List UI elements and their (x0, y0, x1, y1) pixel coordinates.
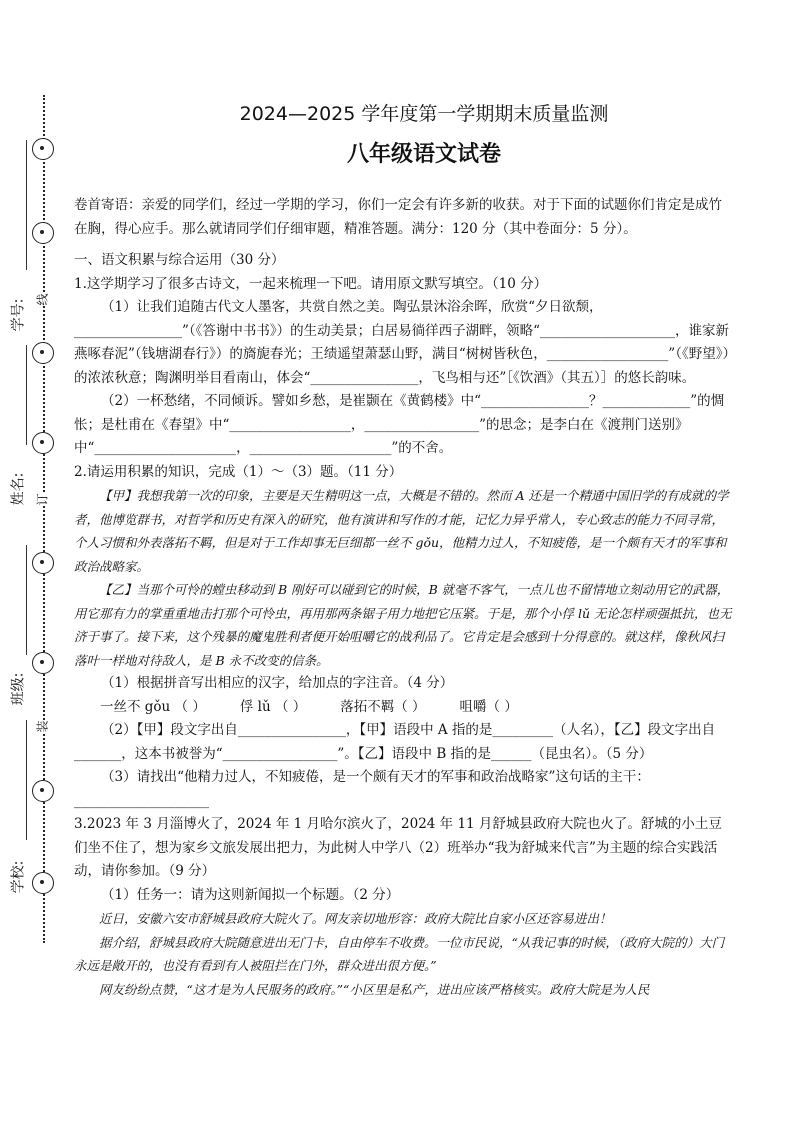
pinyin-item: 落拓不羁（ ） (340, 698, 426, 715)
binding-margin (0, 0, 70, 1123)
news-paragraph: 近日，安徽六安市舒城县政府大院火了。网友亲切地形容：政府大院比自家小区还容易进出！ (99, 911, 612, 926)
binding-hole (32, 138, 54, 160)
q2-stem: 2.请运用积累的知识，完成（1）～（3）题。（11 分） (74, 463, 403, 480)
class-fill-line (26, 545, 27, 655)
binding-word-bind: 订 (35, 493, 50, 506)
pinyin-item: 一丝不 gǒu （ ） (100, 698, 206, 715)
name-label: 姓名: (10, 472, 27, 506)
section-heading: 一、语文积累与综合运用（30 分） (74, 252, 285, 268)
exam-content (74, 100, 734, 1001)
news-paragraph: 网友纷纷点赞，“这才是为人民服务的政府。”“小区里是私产，进出应该严格核实。政府大院是为人民 (99, 981, 650, 997)
exam-title: 2024—2025 学年度第一学期期末质量监测 (239, 103, 609, 125)
pinyin-item: 咀嚼（ ） (459, 698, 518, 715)
binding-hole (32, 222, 54, 244)
binding-hole (32, 652, 54, 674)
binding-hole (32, 342, 54, 364)
school-label: 学校: (10, 860, 27, 894)
exam-subtitle: 八年级语文试卷 (346, 142, 501, 167)
q2-sub3: （3）请找出“他精力过人，不知疲倦，是一个颇有天才的军事和政治战略家”这句话的主干：____________________ (74, 769, 650, 809)
q1-part1: （1）让我们追随古代文人墨客，共赏自然之美。陶弘景沐浴余晖，欣赏“夕日欲颓，________________”（《答谢中书书》）的生动美景；白居易徜徉西子湖畔，领略“____________________，谁家新燕啄春泥”（钱塘湖春行》）的旖旎春光；王绩遥望萧瑟山野，满目“树树皆秋色，__________________”（《野望》）的浓浓秋意；陶渊明举目看南山，体会“________________，飞鸟相与还”［《饮酒》（其五）］的悠长韵味。 (74, 299, 730, 386)
q1-stem: 1.这学期学习了很多古诗文，一起来梳理一下吧。请用原文默写填空。（10 分） (74, 275, 548, 292)
passage-a: 【甲】我想我第一次的印象，主要是天生精明这一点，大概是不错的。然而 A 还是一个精通中国旧学的有成就的学者，他博览群书，对哲学和历史有深入的研究，他有演讲和写作的才能，记忆力异乎常人，专心致志的能力不同寻常，个人习惯和外表落拓不羁，但是对于工作却事无巨细都一丝不 gǒu，他精力过人，不知疲倦，是一个颇有天才的军事和政治战略家。 (74, 488, 729, 574)
binding-hole (32, 872, 54, 894)
pinyin-item: 俘 lǔ （ ） (239, 698, 307, 715)
q3-task1: （1）任务一：请为这则新闻拟一个标题。（2 分） (101, 886, 400, 903)
q3-stem: 3.2023 年 3 月淄博火了，2024 年 1 月哈尔滨火了，2024 年 11 月舒城县政府大院也火了。舒城的小土豆们坐不住了，想为家乡文旅发展出把力，为此树人中学八（2）班举办“我为舒城来代言”为主题的综合实践活动，请你参加。（9 分） (74, 816, 722, 879)
binding-hole (32, 552, 54, 574)
name-fill-line (26, 345, 27, 445)
student-no-label: 学号: (10, 298, 27, 332)
student-no-fill-line (26, 140, 27, 270)
q2-sub1: （1）根据拼音写出相应的汉字，给加点的字注音。（4 分） (101, 675, 454, 691)
class-label: 班级: (10, 672, 27, 706)
binding-word-seal: 装 (35, 720, 50, 733)
binding-word-line: 线 (35, 293, 50, 306)
intro-text: 卷首寄语：亲爱的同学们，经过一学期的学习，你们一定会有许多新的收获。对于下面的试题你们肯定是成竹在胸，得心应手。那么就请同学们仔细审题，精准答题。满分：120 分（其中卷面分：5 分）。 (74, 197, 722, 237)
pinyin-row (74, 696, 734, 720)
school-fill-line (26, 720, 27, 840)
q2-sub2: （2）【甲】段文字出自________________，【甲】语段中 A 指的是_________（人名），【乙】段文字出自_______，这本书被誉为“_________________”。【乙】语段中 B 指的是______（昆虫名）。（5 分） (74, 722, 716, 762)
passage-b: 【乙】当那个可怜的螳虫移动到 B 刚好可以碰到它的时候，B 就毫不客气，一点儿也不留情地立刻动用它的武器，用它那有力的掌重重地击打那个可怜虫，再用那两条锯子用力地把它压紧。于是，那个小俘 lǔ 无论怎样顽强抵抗，也无济于事了。接下来，这个残暴的魔鬼胜利者便开始咀嚼它的战利品了。它肯定是会感到十分得意的。就这样，像秋风扫落叶一样地对待敌人，是 B 永不改变的信条。 (74, 582, 732, 668)
news-paragraph: 据介绍，舒城县政府大院随意进出无门卡，自由停车不收费。一位市民说，“从我记事的时候，（政府大院的）大门永远是敞开的，也没有看到有人被阻拦在门外，群众进出很方便。” (74, 934, 725, 973)
q1-part2: （2）一杯愁绪，不同倾诉。譬如乡愁，是崔颢在《黄鹤楼》中“________________？_____________”的惆怅；是杜甫在《春望》中“__________________，_________________”的思念；是李白在《渡荆门送别》中“_____________________，_____________________”的不舍。 (74, 393, 725, 456)
binding-hole (32, 432, 54, 454)
binding-hole (32, 780, 54, 802)
